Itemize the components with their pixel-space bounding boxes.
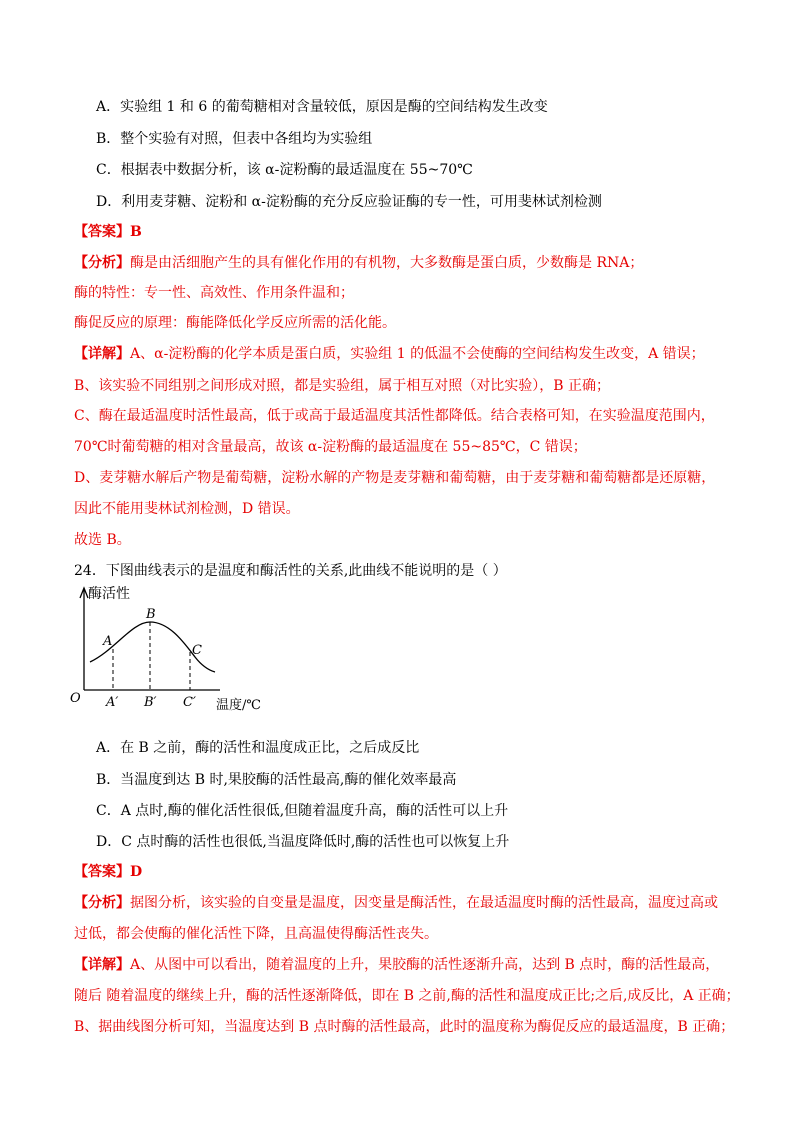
q23-detail-line-6: 因此不能用斐林试剂检测，D 错误。	[74, 501, 300, 517]
q24-answer	[74, 862, 142, 882]
q23-conclusion: 故选 B。	[74, 532, 131, 548]
q23-analysis-line-1	[74, 253, 643, 273]
q23-detail-line-5: D、麦芽糖水解后产物是葡萄糖，淀粉水解的产物是麦芽糖和葡萄糖，由于麦芽糖和葡萄糖都是还原糖，	[74, 470, 716, 486]
answer-value: D	[130, 864, 143, 880]
q24-detail-line-3: B、据曲线图分析可知，当温度达到 B 点时酶的活性最高，此时的温度称为酶促反应的最适温度，B 正确；	[74, 1019, 735, 1035]
point-a-label: A	[103, 634, 113, 649]
q23-option-b: B．整个实验有对照，但表中各组均为实验组	[96, 131, 373, 147]
origin-label: O	[70, 691, 81, 706]
tick-c-prime: C′	[183, 695, 196, 710]
answer-label: 【答案】	[74, 224, 130, 240]
q23-detail-line-4: 70℃时葡萄糖的相对含量最高，故该 α-淀粉酶的最适温度在 55~85℃，C 错误；	[74, 439, 587, 455]
answer-label: 【答案】	[74, 864, 130, 880]
analysis-label: 【分析】	[74, 255, 130, 271]
q23-option-a: A．实验组 1 和 6 的葡萄糖相对含量较低，原因是酶的空间结构发生改变	[96, 99, 548, 115]
q24-option-a: A．在 B 之前，酶的活性和温度成正比，之后成反比	[96, 740, 420, 756]
q24-analysis-line-1	[74, 893, 718, 913]
analysis-text: 酶是由活细胞产生的具有催化作用的有机物，大多数酶是蛋白质，少数酶是 RNA；	[130, 255, 644, 271]
q24-option-b: B．当温度到达 B 时,果胶酶的活性最高,酶的催化效率最高	[96, 772, 457, 788]
q23-answer	[74, 222, 142, 242]
q24-option-c: C．A 点时,酶的催化活性很低,但随着温度升高，酶的活性可以上升	[96, 803, 509, 819]
analysis-text: 据图分析，该实验的自变量是温度，因变量是酶活性，在最适温度时酶的活性最高，温度过高或	[130, 895, 718, 911]
tick-a-prime: A′	[106, 695, 119, 710]
q23-detail-line-1	[74, 344, 705, 364]
q24-detail-line-2: 随后 随着温度的继续上升，酶的活性逐渐降低，即在 B 之前,酶的活性和温度成正比;之后,成反比，A 正确；	[74, 988, 740, 1004]
q23-option-c: C．根据表中数据分析，该 α-淀粉酶的最适温度在 55~70℃	[96, 162, 473, 178]
q24-analysis-line-2: 过低，都会使酶的催化活性下降，且高温使得酶活性丧失。	[74, 926, 438, 942]
enzyme-activity-curve-figure	[70, 582, 290, 722]
q23-option-d: D．利用麦芽糖、淀粉和 α-淀粉酶的充分反应验证酶的专一性，可用斐林试剂检测	[96, 194, 602, 210]
y-axis-label: 酶活性	[88, 586, 130, 602]
analysis-label: 【分析】	[74, 895, 130, 911]
q23-detail-line-2: B、该实验不同组别之间形成对照，都是实验组，属于相互对照（对比实验），B 正确；	[74, 378, 611, 394]
detail-label: 【详解】	[74, 346, 130, 362]
detail-label: 【详解】	[74, 957, 130, 973]
q24-detail-line-1	[74, 955, 719, 975]
q24-stem: 24．下图曲线表示的是温度和酶活性的关系,此曲线不能说明的是（ ）	[74, 563, 507, 579]
point-b-label: B	[146, 607, 156, 622]
detail-text: A、α-淀粉酶的化学本质是蛋白质，实验组 1 的低温不会使酶的空间结构发生改变，A 错误；	[130, 346, 705, 362]
detail-text: A、从图中可以看出，随着温度的上升，果胶酶的活性逐渐升高，达到 B 点时，酶的活性最高，	[130, 957, 720, 973]
q23-analysis-line-3: 酶促反应的原理：酶能降低化学反应所需的活化能。	[74, 315, 396, 331]
point-c-label: C	[192, 643, 202, 658]
tick-b-prime: B′	[144, 695, 157, 710]
answer-value: B	[130, 224, 142, 240]
x-axis-label: 温度/℃	[216, 698, 261, 713]
q24-option-d: D．C 点时酶的活性也很低,当温度降低时,酶的活性也可以恢复上升	[96, 834, 510, 850]
q23-analysis-line-2: 酶的特性：专一性、高效性、作用条件温和；	[74, 285, 354, 301]
q23-detail-line-3: C、酶在最适温度时活性最高，低于或高于最适温度其活性都降低。结合表格可知，在实验温度范围内，	[74, 408, 715, 424]
